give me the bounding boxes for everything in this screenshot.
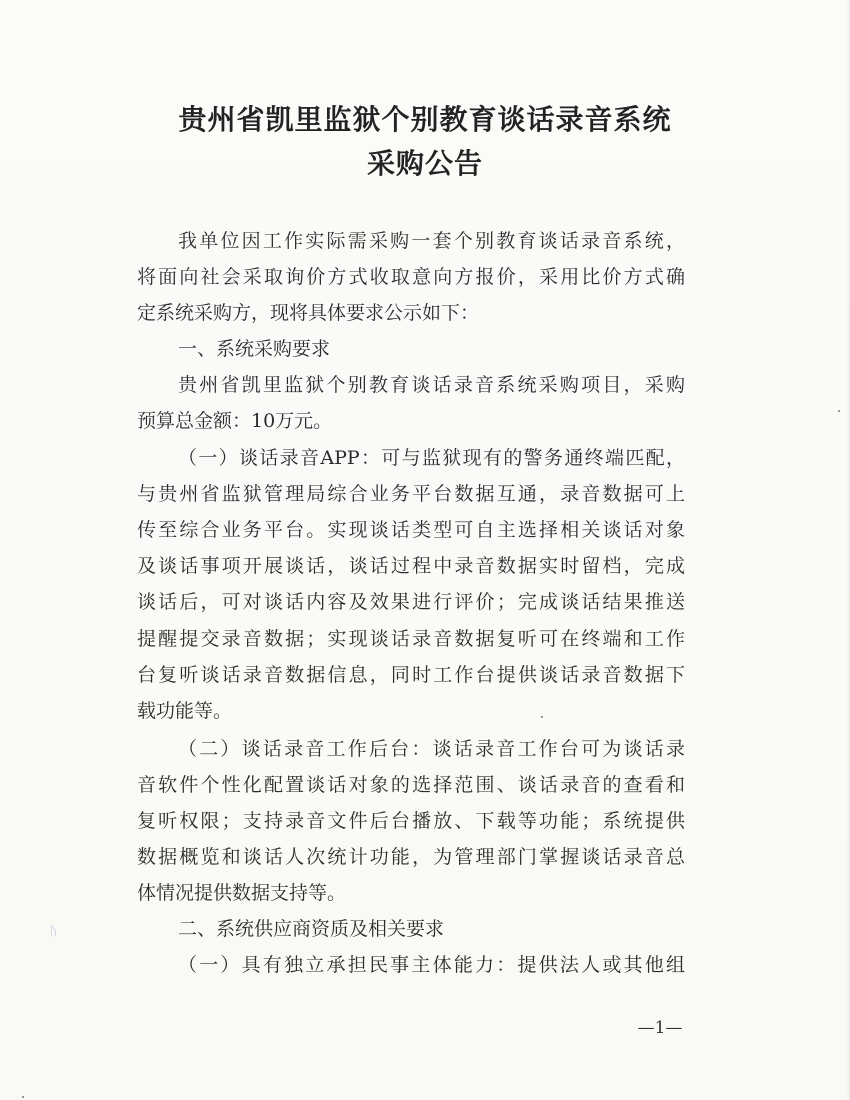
body-line-3: 定系统采购方，现将具体要求公示如下： (137, 302, 480, 324)
scan-speck (541, 716, 543, 718)
subsection-2-line-1: （二）谈话录音工作后台：谈话录音工作台可为谈话录 (178, 738, 685, 760)
page-number: —1— (637, 1018, 683, 1038)
body-line-11: 谈话后，可对谈话内容及效果进行评价；完成谈话结果推送 (137, 591, 685, 613)
body-line-19: 体情况提供数据支持等。 (137, 882, 347, 904)
scan-speck (22, 1096, 24, 1098)
body-line-10: 及谈话事项开展谈话，谈话过程中录音数据实时留档，完成 (137, 555, 685, 577)
subsection-1-line-1: （一）谈话录音APP：可与监狱现有的警务通终端匹配， (178, 447, 685, 469)
body-line-6: 预算总金额：10万元。 (137, 410, 333, 432)
body-line-1: 我单位因工作实际需采购一套个别教育谈话录音系统， (178, 230, 685, 252)
scan-speck (838, 410, 840, 412)
scan-edge-shadow (846, 0, 850, 1100)
body-line-13: 台复听谈话录音数据信息，同时工作台提供谈话录音数据下 (137, 664, 685, 686)
section-heading-2: 二、系统供应商资质及相关要求 (178, 918, 445, 940)
body-line-5: 贵州省凯里监狱个别教育谈话录音系统采购项目，采购 (178, 374, 685, 396)
section-heading-1: 一、系统采购要求 (178, 338, 331, 360)
body-line-18: 数据概览和谈话人次统计功能，为管理部门掌握谈话录音总 (137, 846, 685, 868)
body-line-9: 传至综合业务平台。实现谈话类型可自主选择相关谈话对象 (137, 519, 685, 541)
scan-mark: ᚢ (50, 924, 58, 938)
document-title-line-1: 贵州省凯里监狱个别教育谈话录音系统 (178, 103, 672, 136)
document-title-line-2: 采购公告 (366, 147, 483, 180)
body-line-14: 载功能等。 (137, 700, 233, 722)
body-line-8: 与贵州省监狱管理局综合业务平台数据互通，录音数据可上 (137, 483, 685, 505)
body-line-2: 将面向社会采取询价方式收取意向方报价，采用比价方式确 (137, 266, 685, 288)
body-line-12: 提醒提交录音数据；实现谈话录音数据复听可在终端和工作 (137, 628, 685, 650)
body-line-17: 复听权限；支持录音文件后台播放、下载等功能；系统提供 (137, 810, 685, 832)
subsection-3-line-1: （一）具有独立承担民事主体能力：提供法人或其他组 (178, 954, 685, 976)
body-line-16: 音软件个性化配置谈话对象的选择范围、谈话录音的查看和 (137, 774, 685, 796)
